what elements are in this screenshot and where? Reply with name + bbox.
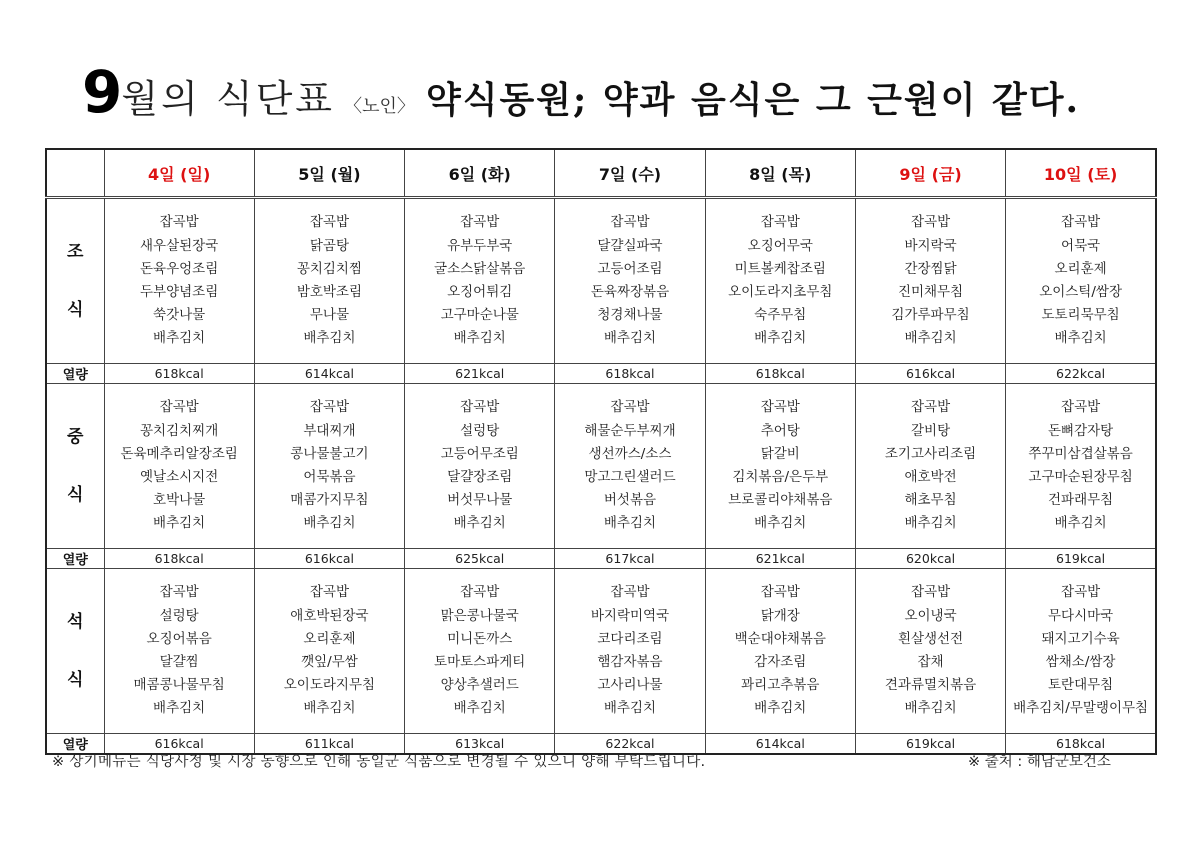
- kcal-value: 621kcal: [405, 364, 555, 384]
- menu-item: 오이도라지초무침: [728, 284, 833, 300]
- kcal-value: 618kcal: [555, 364, 705, 384]
- menu-item: 양상추샐러드: [440, 677, 519, 694]
- menu-item: 어묵볶음: [303, 469, 356, 485]
- menu-cell: [104, 198, 254, 364]
- title-text: 월의 식단표: [121, 77, 335, 121]
- kcal-value: 621kcal: [705, 549, 855, 569]
- menu-item: 추어탕: [760, 422, 800, 439]
- menu-item: 배추김치: [904, 700, 957, 717]
- menu-item: 토란대무침: [1047, 677, 1114, 694]
- kcal-label: 열량: [46, 364, 104, 384]
- menu-item: 닭갈비: [760, 445, 800, 462]
- menu-item: 해물순두부찌개: [584, 422, 676, 439]
- meal-label: [46, 384, 104, 549]
- menu-item: 버섯무나물: [447, 492, 513, 509]
- menu-item: 오이스틱/쌈장: [1039, 284, 1122, 300]
- menu-item: 오리훈제: [1054, 260, 1107, 277]
- footer-source: ※ 출처 : 해남군보건소: [968, 754, 1111, 770]
- kcal-value: 622kcal: [1006, 364, 1156, 384]
- day-header-row: [46, 149, 1156, 198]
- meal-label-char: 중: [67, 427, 84, 447]
- menu-item: 토마토스파게티: [434, 654, 526, 670]
- meal-label-char: 조: [67, 242, 84, 262]
- menu-item: 잡곡밥: [309, 584, 349, 601]
- menu-item: 돈육우엉조림: [140, 260, 219, 277]
- menu-item: 오징어무국: [747, 237, 813, 254]
- menu-item: 버섯볶음: [603, 492, 657, 509]
- menu-item: 꽁치김치찜: [296, 260, 363, 277]
- menu-item: 배추김치: [603, 330, 657, 347]
- menu-item: 도토리묵무침: [1041, 307, 1120, 324]
- menu-item: 오이도라지무침: [283, 677, 376, 694]
- menu-cell: [1006, 569, 1156, 734]
- menu-item: 꽁치김치찌개: [140, 422, 219, 439]
- meal-row: [46, 198, 1156, 364]
- menu-item: 배추김치: [1054, 515, 1107, 532]
- menu-item: 쌈채소/쌈장: [1045, 654, 1116, 670]
- menu-item: 매콤콩나물무침: [133, 677, 225, 694]
- menu-cell: [104, 384, 254, 549]
- menu-item: 청경채나물: [597, 307, 663, 324]
- meal-label: [46, 569, 104, 734]
- menu-item: 설렁탕: [159, 607, 199, 624]
- menu-item: 해초무침: [904, 492, 957, 509]
- menu-item: 오리훈제: [303, 630, 356, 647]
- menu-item: 꽈리고추볶음: [741, 677, 820, 694]
- menu-item: 매콤가지무침: [290, 492, 369, 509]
- menu-item: 배추김치: [453, 700, 506, 717]
- menu-item: 잡곡밥: [760, 584, 800, 601]
- menu-cell: [555, 384, 705, 549]
- menu-cell: [405, 384, 555, 549]
- menu-item: 어묵국: [1061, 237, 1101, 254]
- menu-item: 배추김치: [754, 700, 807, 717]
- menu-item: 김가루파무침: [891, 307, 970, 324]
- day-header: 10일 (토): [1006, 149, 1156, 198]
- menu-item: 잡곡밥: [760, 399, 800, 416]
- kcal-row: [46, 364, 1156, 384]
- menu-item: 잡곡밥: [910, 399, 951, 416]
- kcal-row: [46, 549, 1156, 569]
- menu-item: 배추김치: [153, 700, 206, 717]
- menu-item: 미트볼케찹조림: [734, 260, 826, 277]
- menu-item: 배추김치: [603, 700, 657, 717]
- day-header: 7일 (수): [555, 149, 705, 198]
- menu-item: 간장찜닭: [904, 260, 957, 277]
- menu-item: 배추김치: [453, 330, 506, 347]
- menu-cell: [855, 198, 1005, 364]
- menu-item: 닭곰탕: [309, 237, 349, 254]
- kcal-value: 619kcal: [1006, 549, 1156, 569]
- menu-item: 배추김치: [303, 515, 356, 532]
- menu-cell: [705, 198, 855, 364]
- page-title: [82, 58, 1182, 138]
- menu-cell: [555, 198, 705, 364]
- menu-item: 망고그린샐러드: [584, 469, 676, 485]
- menu-item: 잡곡밥: [1061, 399, 1101, 416]
- menu-item: 옛날소시지전: [140, 469, 219, 485]
- menu-item: 무나물: [309, 307, 349, 324]
- kcal-value: 618kcal: [104, 364, 254, 384]
- menu-item: 잡곡밥: [159, 399, 199, 416]
- menu-item: 잡곡밥: [760, 214, 800, 231]
- kcal-value: 618kcal: [104, 549, 254, 569]
- menu-item: 배추김치: [153, 515, 206, 532]
- menu-item: 바지락국: [904, 237, 957, 254]
- kcal-value: 618kcal: [705, 364, 855, 384]
- meal-row: [46, 384, 1156, 549]
- kcal-value: 614kcal: [254, 364, 404, 384]
- menu-item: 생선까스/소스: [588, 445, 672, 462]
- menu-item: 애호박전: [904, 469, 957, 485]
- menu-item: 갈비탕: [910, 422, 951, 439]
- menu-item: 돈육메추리알장조림: [120, 445, 238, 462]
- menu-item: 무다시마국: [1047, 607, 1114, 624]
- kcal-label: 열량: [46, 734, 104, 755]
- menu-item: 호박나물: [153, 492, 206, 509]
- menu-cell: [705, 384, 855, 549]
- kcal-value: 618kcal: [1006, 734, 1156, 755]
- menu-item: 진미채무침: [897, 284, 964, 300]
- title-motto: 약식동원; 약과 음식은 그 근원이 같다.: [425, 79, 1081, 121]
- menu-item: 오징어볶음: [146, 630, 212, 647]
- kcal-value: 616kcal: [855, 364, 1005, 384]
- menu-item: 고구마순나물: [440, 307, 519, 324]
- menu-item: 돼지고기수육: [1041, 630, 1120, 647]
- menu-item: 조기고사리조림: [884, 445, 977, 462]
- menu-cell: [405, 569, 555, 734]
- menu-item: 잡곡밥: [309, 399, 349, 416]
- menu-cell: [1006, 384, 1156, 549]
- menu-item: 잡곡밥: [610, 584, 650, 601]
- menu-item: 오징어튀김: [447, 284, 513, 300]
- menu-item: 잡곡밥: [460, 214, 500, 231]
- menu-item: 배추김치/무말랭이무침: [1013, 700, 1149, 717]
- menu-item: 유부두부국: [447, 237, 513, 254]
- menu-cell: [254, 384, 404, 549]
- menu-table: [45, 148, 1157, 755]
- menu-item: 잡곡밥: [159, 214, 199, 231]
- footer-note: ※ 상기메뉴는 식당사정 및 시장 동향으로 인해 동일군 식품으로 변경될 수 있으니 양해 부탁드립니다.: [52, 754, 706, 770]
- kcal-value: 622kcal: [555, 734, 705, 755]
- menu-item: 코다리조림: [597, 630, 663, 647]
- menu-item: 배추김치: [453, 515, 506, 532]
- menu-item: 건파래무침: [1047, 492, 1114, 509]
- meal-row: [46, 569, 1156, 734]
- menu-item: 김치볶음/은두부: [732, 469, 829, 485]
- day-header: 5일 (월): [254, 149, 404, 198]
- menu-item: 견과류멸치볶음: [884, 677, 977, 694]
- kcal-value: 614kcal: [705, 734, 855, 755]
- day-header: 9일 (금): [855, 149, 1005, 198]
- menu-item: 달걀찜: [159, 654, 199, 670]
- menu-cell: [855, 569, 1005, 734]
- menu-item: 굴소스닭살볶음: [434, 260, 526, 277]
- meal-label: [46, 198, 104, 364]
- menu-item: 잡곡밥: [910, 584, 951, 601]
- menu-item: 배추김치: [303, 330, 356, 347]
- menu-cell: [254, 198, 404, 364]
- menu-cell: [555, 569, 705, 734]
- menu-item: 고사리나물: [597, 677, 663, 694]
- kcal-label: 열량: [46, 549, 104, 569]
- kcal-value: 616kcal: [254, 549, 404, 569]
- menu-item: 미니돈까스: [447, 630, 513, 647]
- day-header: 6일 (화): [405, 149, 555, 198]
- menu-item: 잡곡밥: [1061, 584, 1101, 601]
- menu-item: 부대찌개: [303, 422, 356, 439]
- menu-item: 바지락미역국: [590, 607, 670, 624]
- menu-item: 돈육짜장볶음: [590, 284, 670, 300]
- menu-item: 맑은콩나물국: [440, 607, 519, 624]
- meal-label-char: 식: [67, 300, 84, 320]
- kcal-value: 617kcal: [555, 549, 705, 569]
- menu-item: 깻잎/무쌈: [301, 654, 358, 670]
- menu-item: 잡채: [917, 654, 944, 670]
- menu-item: 배추김치: [904, 330, 957, 347]
- menu-cell: [705, 569, 855, 734]
- menu-cell: [855, 384, 1005, 549]
- menu-item: 닭개장: [760, 607, 800, 624]
- day-header: 8일 (목): [705, 149, 855, 198]
- menu-item: 두부양념조림: [140, 284, 219, 300]
- menu-item: 잡곡밥: [910, 214, 951, 231]
- menu-item: 숙주무침: [754, 307, 807, 324]
- menu-item: 잡곡밥: [159, 584, 199, 601]
- kcal-value: 619kcal: [855, 734, 1005, 755]
- menu-item: 배추김치: [603, 515, 657, 532]
- menu-item: 배추김치: [754, 515, 807, 532]
- menu-item: 쑥갓나물: [153, 307, 206, 324]
- kcal-value: 616kcal: [104, 734, 254, 755]
- title-group: 〈노인〉: [344, 96, 415, 117]
- menu-item: 고등어무조림: [440, 445, 519, 462]
- header-corner: [46, 149, 104, 198]
- menu-item: 햄감자볶음: [597, 654, 663, 670]
- menu-item: 콩나물불고기: [290, 445, 369, 462]
- menu-item: 브로콜리야채볶음: [728, 492, 833, 509]
- menu-item: 달걀실파국: [597, 237, 663, 254]
- menu-item: 잡곡밥: [1061, 214, 1101, 231]
- meal-label-char: 식: [67, 670, 84, 690]
- menu-item: 밤호박조림: [296, 284, 363, 300]
- menu-item: 배추김치: [1054, 330, 1107, 347]
- menu-item: 잡곡밥: [610, 214, 650, 231]
- menu-item: 배추김치: [303, 700, 356, 717]
- menu-item: 새우살된장국: [140, 237, 219, 254]
- menu-cell: [405, 198, 555, 364]
- menu-item: 잡곡밥: [610, 399, 650, 416]
- menu-item: 쭈꾸미삼겹살볶음: [1028, 445, 1133, 462]
- menu-cell: [1006, 198, 1156, 364]
- menu-item: 고등어조림: [597, 260, 663, 277]
- kcal-value: 613kcal: [405, 734, 555, 755]
- menu-item: 고구마순된장무침: [1028, 469, 1133, 485]
- kcal-value: 611kcal: [254, 734, 404, 755]
- kcal-value: 625kcal: [405, 549, 555, 569]
- menu-item: 배추김치: [754, 330, 807, 347]
- menu-item: 잡곡밥: [309, 214, 349, 231]
- menu-item: 설렁탕: [460, 422, 500, 439]
- meal-label-char: 석: [67, 612, 84, 632]
- menu-item: 감자조림: [754, 654, 807, 670]
- menu-item: 잡곡밥: [460, 399, 500, 416]
- menu-cell: [104, 569, 254, 734]
- menu-item: 배추김치: [153, 330, 206, 347]
- menu-item: 오이냉국: [904, 607, 957, 624]
- menu-item: 백순대야채볶음: [734, 630, 826, 647]
- menu-item: 흰살생선전: [897, 630, 964, 647]
- meal-label-char: 식: [67, 485, 84, 505]
- kcal-value: 620kcal: [855, 549, 1005, 569]
- menu-item: 달걀장조림: [447, 469, 513, 485]
- day-header: 4일 (일): [104, 149, 254, 198]
- title-month-number: 9: [82, 58, 122, 126]
- menu-item: 배추김치: [904, 515, 957, 532]
- menu-item: 돈뼈감자탕: [1047, 422, 1114, 439]
- menu-cell: [254, 569, 404, 734]
- menu-item: 애호박된장국: [290, 607, 369, 624]
- menu-item: 잡곡밥: [460, 584, 500, 601]
